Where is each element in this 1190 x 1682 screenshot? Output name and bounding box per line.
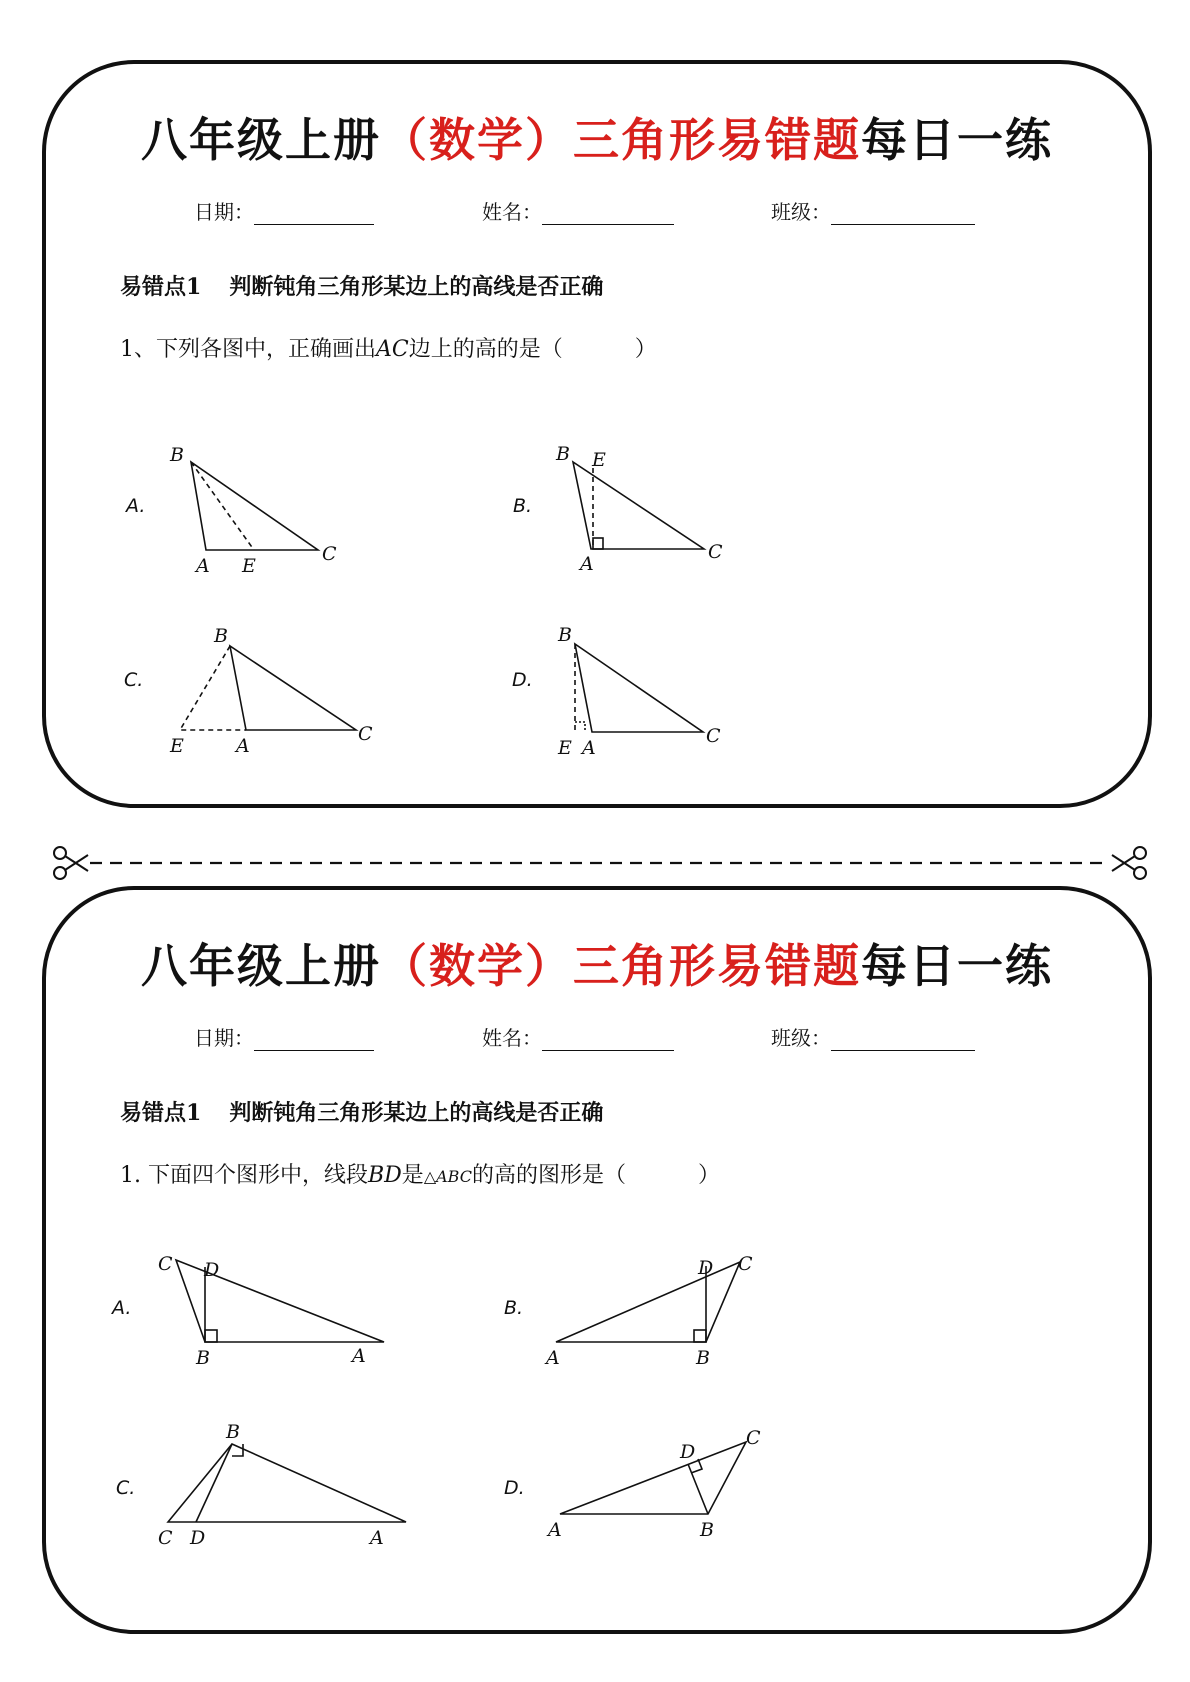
right-angle-b [593, 538, 603, 549]
option-d-label[interactable]: D. [512, 669, 533, 691]
question-prefix: 1、下列各图中，正确画出 [120, 337, 376, 362]
point-label: A [582, 737, 596, 759]
point-label: D [680, 1441, 696, 1463]
date-label: 日期： [194, 1026, 254, 1050]
point-label: B [558, 624, 572, 646]
question-suffix: 的高的图形是（ [471, 1163, 626, 1188]
triangle-a [191, 462, 318, 550]
point-label: B [196, 1347, 210, 1369]
point-label: A [580, 553, 594, 575]
point-label: C [706, 725, 721, 747]
point-label: A [370, 1527, 384, 1549]
scissors-icon [54, 847, 88, 879]
option-d-label[interactable]: D. [504, 1477, 525, 1499]
option-b-label[interactable]: B. [504, 1297, 524, 1319]
option-a-label[interactable]: A. [126, 495, 146, 517]
title-part-red: （数学）三角形易错题 [381, 113, 861, 167]
point-label: A [548, 1519, 562, 1541]
point-label: B [214, 625, 228, 647]
error-point-label: 易错点1 [120, 274, 202, 300]
point-label: B [226, 1421, 240, 1443]
point-label: A [236, 735, 250, 757]
option-b-label[interactable]: B. [513, 495, 533, 517]
question-close: ） [697, 1163, 720, 1188]
worksheet-card-2 [42, 886, 1152, 1634]
point-label: C [322, 543, 337, 565]
right-angle-a [205, 1330, 217, 1342]
title-part-1: 八年级上册 [141, 113, 381, 167]
question-suffix: 边上的高的是（ [408, 337, 563, 362]
class-label: 班级： [771, 1026, 831, 1050]
question-var: BD [367, 1163, 402, 1188]
point-label: E [170, 735, 184, 757]
question-triangle: △ABC [423, 1167, 472, 1186]
title-part-2: 每日一练 [861, 939, 1053, 993]
point-label: A [352, 1345, 366, 1367]
title-part-red: （数学）三角形易错题 [381, 939, 861, 993]
title-part-2: 每日一练 [861, 113, 1053, 167]
point-label: B [556, 443, 570, 465]
error-point-text: 判断钝角三角形某边上的高线是否正确 [229, 274, 604, 300]
triangle-c [230, 646, 356, 730]
point-label: C [158, 1253, 173, 1275]
triangle-c [168, 1444, 406, 1522]
worksheet-card-1 [42, 60, 1152, 808]
scissors-icon [1112, 847, 1146, 879]
class-label: 班级： [771, 200, 831, 224]
point-label: C [738, 1253, 753, 1275]
question-mid: 是 [401, 1163, 424, 1188]
question-var: AC [376, 337, 409, 362]
right-angle-b [694, 1330, 706, 1342]
point-label: A [546, 1347, 560, 1369]
point-label: E [558, 737, 572, 759]
point-label: B [696, 1347, 710, 1369]
altitude-a [191, 462, 254, 550]
point-label: C [708, 541, 723, 563]
title-part-1: 八年级上册 [141, 939, 381, 993]
name-label: 姓名： [482, 200, 542, 224]
point-label: D [190, 1527, 206, 1549]
altitude-d [688, 1464, 708, 1514]
error-point-label: 易错点1 [120, 1100, 202, 1126]
altitude-c [196, 1444, 232, 1522]
date-label: 日期： [194, 200, 254, 224]
point-label: A [196, 555, 210, 577]
point-label: D [204, 1259, 220, 1281]
point-label: C [746, 1427, 761, 1449]
question-prefix: 1. 下面四个图形中，线段 [120, 1163, 368, 1188]
option-a-label[interactable]: A. [112, 1297, 132, 1319]
option-c-label[interactable]: C. [116, 1477, 136, 1499]
right-angle-d [575, 722, 585, 732]
point-label: B [170, 444, 184, 466]
altitude-c [180, 646, 246, 730]
name-label: 姓名： [482, 1026, 542, 1050]
figures-1 [46, 64, 1148, 804]
point-label: D [698, 1257, 714, 1279]
cut-line [50, 843, 1150, 883]
triangle-d [575, 644, 703, 732]
point-label: C [358, 723, 373, 745]
error-point-text: 判断钝角三角形某边上的高线是否正确 [229, 1100, 604, 1126]
figures-2 [46, 890, 1148, 1630]
point-label: C [158, 1527, 173, 1549]
point-label: E [592, 449, 606, 471]
option-c-label[interactable]: C. [124, 669, 144, 691]
question-close: ） [634, 337, 657, 362]
point-label: B [700, 1519, 714, 1541]
triangle-d [560, 1442, 746, 1514]
point-label: E [242, 555, 256, 577]
